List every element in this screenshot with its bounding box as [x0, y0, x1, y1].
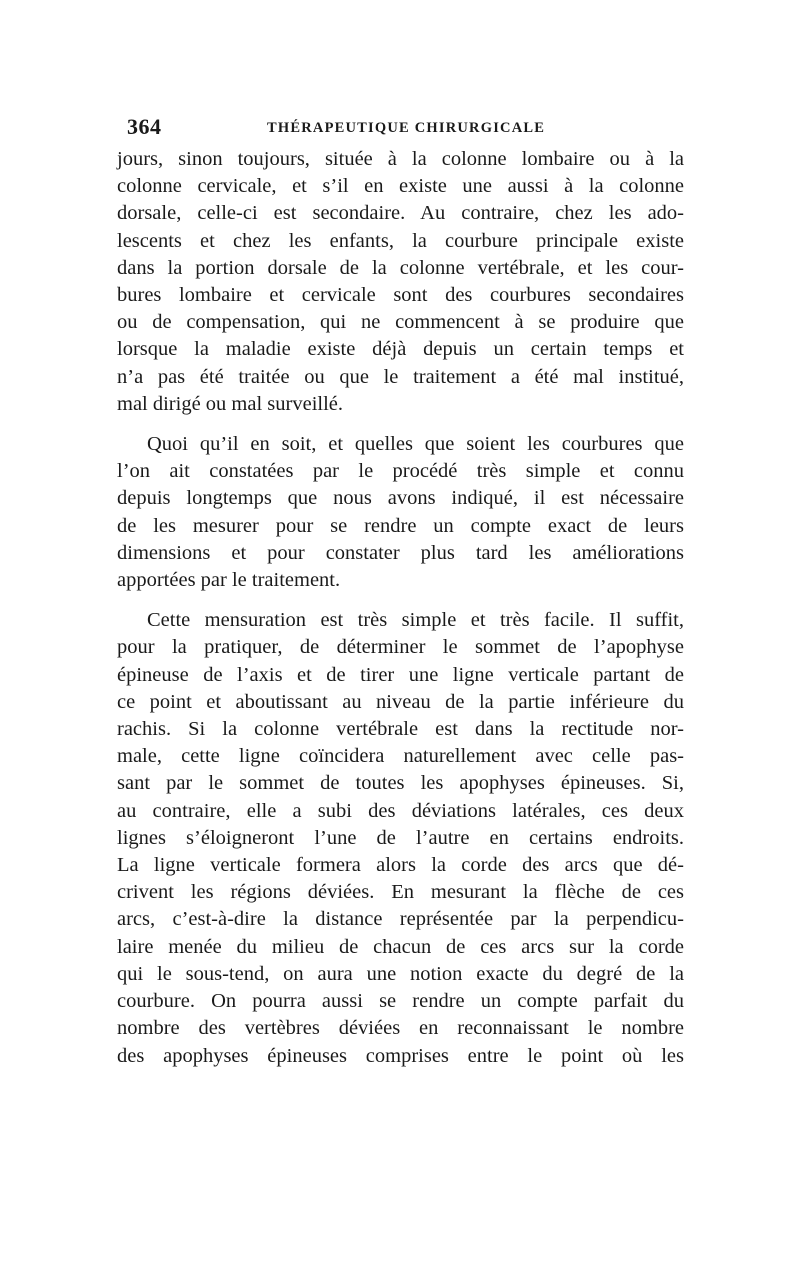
text-line: laire menée du milieu de chacun de ces arcs sur la corde — [117, 935, 684, 958]
text-line: l’on ait constatées par le procédé très simple et connu — [117, 460, 684, 483]
text-line: colonne cervicale, et s’il en existe une aussi à la colonne — [117, 175, 684, 198]
text-line: Cette mensuration est très simple et très facile. Il suffit, — [147, 609, 684, 632]
text-line: La ligne verticale formera alors la corde des arcs que dé- — [117, 854, 684, 877]
text-line: Quoi qu’il en soit, et quelles que soient les courbures que — [147, 433, 684, 456]
paragraph-1 — [117, 146, 684, 418]
text-line: nombre des vertèbres déviées en reconnaissant le nombre — [117, 1017, 684, 1040]
paragraph-3 — [117, 607, 684, 1069]
text-line: ou de compensation, qui ne commencent à se produire que — [117, 311, 684, 334]
text-line: male, cette ligne coïncidera naturellement avec celle pas- — [117, 745, 684, 768]
text-line: ce point et aboutissant au niveau de la partie inférieure du — [117, 690, 684, 713]
text-line: rachis. Si la colonne vertébrale est dans la rectitude nor- — [117, 718, 684, 741]
text-line: pour la pratiquer, de déterminer le sommet de l’apophyse — [117, 636, 684, 659]
text-line: lignes s’éloigneront l’une de l’autre en certains endroits. — [117, 826, 684, 849]
text-line: dimensions et pour constater plus tard les améliorations — [117, 541, 684, 564]
page-number: 364 — [127, 114, 162, 139]
book-page — [117, 110, 684, 1083]
paragraph-2 — [117, 431, 684, 594]
text-line: mal dirigé ou mal surveillé. — [117, 392, 344, 415]
text-line: lorsque la maladie existe déjà depuis un certain temps et — [117, 338, 684, 361]
text-line: qui le sous-tend, on aura une notion exacte du degré de la — [117, 962, 684, 985]
body-text — [117, 146, 684, 1070]
text-line: depuis longtemps que nous avons indiqué, il est nécessaire — [117, 487, 684, 510]
text-line: au contraire, elle a subi des déviations latérales, ces deux — [117, 799, 684, 822]
text-line: apportées par le traitement. — [117, 569, 341, 592]
text-line: courbure. On pourra aussi se rendre un compte parfait du — [117, 990, 684, 1013]
text-line: n’a pas été traitée ou que le traitement a été mal institué, — [117, 365, 684, 388]
text-line: épineuse de l’axis et de tirer une ligne verticale partant de — [117, 663, 684, 686]
text-line: des apophyses épineuses comprises entre le point où les — [117, 1044, 684, 1067]
text-line: dans la portion dorsale de la colonne vertébrale, et les cour- — [117, 256, 684, 279]
running-title: THÉRAPEUTIQUE CHIRURGICALE — [267, 120, 546, 136]
text-line: arcs, c’est-à-dire la distance représentée par la perpendicu- — [117, 908, 684, 931]
text-line: crivent les régions déviées. En mesurant la flèche de ces — [117, 881, 684, 904]
text-line: dorsale, celle-ci est secondaire. Au contraire, chez les ado- — [117, 202, 684, 225]
text-line: jours, sinon toujours, située à la colonne lombaire ou à la — [117, 148, 684, 170]
running-head — [117, 110, 684, 146]
text-line: lescents et chez les enfants, la courbure principale existe — [117, 229, 684, 252]
text-line: sant par le sommet de toutes les apophyses épineuses. Si, — [117, 772, 684, 795]
text-line: bures lombaire et cervicale sont des courbures secondaires — [117, 284, 684, 307]
text-line: de les mesurer pour se rendre un compte exact de leurs — [117, 514, 684, 537]
